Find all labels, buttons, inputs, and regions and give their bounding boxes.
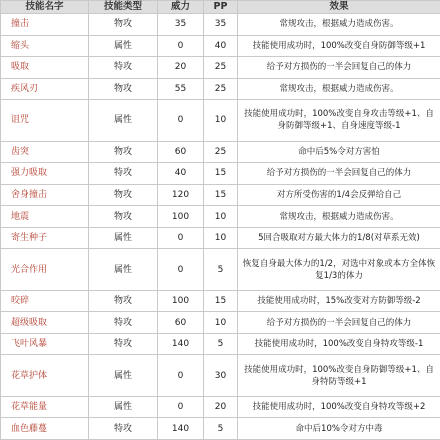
skill-type-cell: 物攻 xyxy=(89,14,158,36)
table-row xyxy=(1,249,440,290)
skill-name-cell: 光合作用 xyxy=(1,249,89,290)
skill-name-cell: 飞叶风暴 xyxy=(1,333,89,355)
effect-cell: 5回合吸取对方最大体力的1/8(对草系无效) xyxy=(238,227,440,249)
skill-name-cell: 血色藤蔓 xyxy=(1,418,89,440)
header-power: 威力 xyxy=(158,1,204,14)
skill-name-cell: 花草能量 xyxy=(1,396,89,418)
power-cell: 60 xyxy=(158,312,204,334)
table-row xyxy=(1,141,440,163)
pp-cell: 5 xyxy=(204,418,238,440)
effect-cell: 常规攻击，根据威力造成伤害。 xyxy=(238,78,440,100)
skill-type-cell: 属性 xyxy=(89,249,158,290)
table-row xyxy=(1,57,440,79)
skill-type-cell: 属性 xyxy=(89,396,158,418)
pp-cell: 25 xyxy=(204,57,238,79)
power-cell: 0 xyxy=(158,100,204,141)
effect-cell: 技能使用成功时，100%改变自身特攻等级+2 xyxy=(238,396,440,418)
effect-cell: 技能使用成功时，100%改变自身防御等级+1 xyxy=(238,35,440,57)
table-row xyxy=(1,227,440,249)
table-row xyxy=(1,418,440,440)
table-row xyxy=(1,100,440,141)
power-cell: 40 xyxy=(158,163,204,185)
power-cell: 100 xyxy=(158,206,204,228)
skill-type-cell: 属性 xyxy=(89,100,158,141)
skill-name-cell: 强力吸取 xyxy=(1,163,89,185)
table-row xyxy=(1,355,440,396)
skill-type-cell: 物攻 xyxy=(89,290,158,312)
power-cell: 0 xyxy=(158,355,204,396)
skill-name-cell: 齿突 xyxy=(1,141,89,163)
table-row xyxy=(1,163,440,185)
effect-cell: 技能使用成功时，100%改变自身防御等级+1、自身特防等级+1 xyxy=(238,355,440,396)
table-row xyxy=(1,290,440,312)
skill-type-cell: 物攻 xyxy=(89,141,158,163)
skill-name-cell: 缩头 xyxy=(1,35,89,57)
pp-cell: 5 xyxy=(204,249,238,290)
skill-type-cell: 属性 xyxy=(89,227,158,249)
power-cell: 55 xyxy=(158,78,204,100)
power-cell: 140 xyxy=(158,333,204,355)
effect-cell: 技能使用成功时，100%改变自身特攻等级-1 xyxy=(238,333,440,355)
skill-type-cell: 物攻 xyxy=(89,78,158,100)
effect-cell: 命中后10%令对方中毒 xyxy=(238,418,440,440)
effect-cell: 技能使用成功时，15%改变对方防御等级-2 xyxy=(238,290,440,312)
effect-cell: 对方所受伤害的1/4会反弹给自己 xyxy=(238,184,440,206)
pp-cell: 35 xyxy=(204,14,238,36)
pp-cell: 10 xyxy=(204,100,238,141)
skill-type-cell: 属性 xyxy=(89,355,158,396)
pp-cell: 10 xyxy=(204,227,238,249)
effect-cell: 给予对方损伤的一半会回复自己的体力 xyxy=(238,57,440,79)
table-row xyxy=(1,206,440,228)
pp-cell: 20 xyxy=(204,396,238,418)
pp-cell: 30 xyxy=(204,355,238,396)
skill-type-cell: 属性 xyxy=(89,35,158,57)
power-cell: 0 xyxy=(158,227,204,249)
power-cell: 0 xyxy=(158,396,204,418)
table-row xyxy=(1,396,440,418)
skill-name-cell: 地震 xyxy=(1,206,89,228)
skill-type-cell: 特攻 xyxy=(89,57,158,79)
power-cell: 0 xyxy=(158,249,204,290)
power-cell: 120 xyxy=(158,184,204,206)
skill-name-cell: 咬碎 xyxy=(1,290,89,312)
skill-name-cell: 撞击 xyxy=(1,14,89,36)
effect-cell: 给予对方损伤的一半会回复自己的体力 xyxy=(238,312,440,334)
skill-name-cell: 诅咒 xyxy=(1,100,89,141)
skill-name-cell: 吸取 xyxy=(1,57,89,79)
skill-type-cell: 物攻 xyxy=(89,184,158,206)
effect-cell: 常规攻击，根据威力造成伤害。 xyxy=(238,206,440,228)
power-cell: 0 xyxy=(158,35,204,57)
table-row xyxy=(1,333,440,355)
power-cell: 140 xyxy=(158,418,204,440)
power-cell: 20 xyxy=(158,57,204,79)
pp-cell: 10 xyxy=(204,312,238,334)
table-row xyxy=(1,78,440,100)
skill-type-cell: 特攻 xyxy=(89,418,158,440)
header-effect: 效果 xyxy=(238,1,440,14)
table-row xyxy=(1,312,440,334)
power-cell: 100 xyxy=(158,290,204,312)
pp-cell: 40 xyxy=(204,35,238,57)
pp-cell: 25 xyxy=(204,78,238,100)
effect-cell: 命中后5%令对方害怕 xyxy=(238,141,440,163)
pp-cell: 25 xyxy=(204,141,238,163)
skill-type-cell: 物攻 xyxy=(89,206,158,228)
table-row xyxy=(1,184,440,206)
skill-name-cell: 舍身撞击 xyxy=(1,184,89,206)
table-row xyxy=(1,35,440,57)
skill-type-cell: 特攻 xyxy=(89,163,158,185)
header-row xyxy=(1,1,440,14)
pp-cell: 5 xyxy=(204,333,238,355)
header-pp: PP xyxy=(204,1,238,14)
effect-cell: 恢复自身最大体力的1/2，对选中对象或本方全体恢复1/3的体力 xyxy=(238,249,440,290)
skill-name-cell: 寄生种子 xyxy=(1,227,89,249)
pp-cell: 15 xyxy=(204,163,238,185)
effect-cell: 常规攻击，根据威力造成伤害。 xyxy=(238,14,440,36)
header-skill-name: 技能名字 xyxy=(1,1,89,14)
pp-cell: 15 xyxy=(204,290,238,312)
power-cell: 35 xyxy=(158,14,204,36)
power-cell: 60 xyxy=(158,141,204,163)
skill-name-cell: 疾风刃 xyxy=(1,78,89,100)
pp-cell: 10 xyxy=(204,206,238,228)
skill-type-cell: 特攻 xyxy=(89,312,158,334)
skill-type-cell: 特攻 xyxy=(89,333,158,355)
effect-cell: 给予对方损伤的一半会回复自己的体力 xyxy=(238,163,440,185)
skill-name-cell: 花草护体 xyxy=(1,355,89,396)
header-skill-type: 技能类型 xyxy=(89,1,158,14)
pp-cell: 15 xyxy=(204,184,238,206)
effect-cell: 技能使用成功时，100%改变自身攻击等级+1、自身防御等级+1、自身速度等级-1 xyxy=(238,100,440,141)
skill-name-cell: 超级吸取 xyxy=(1,312,89,334)
table-row xyxy=(1,14,440,36)
